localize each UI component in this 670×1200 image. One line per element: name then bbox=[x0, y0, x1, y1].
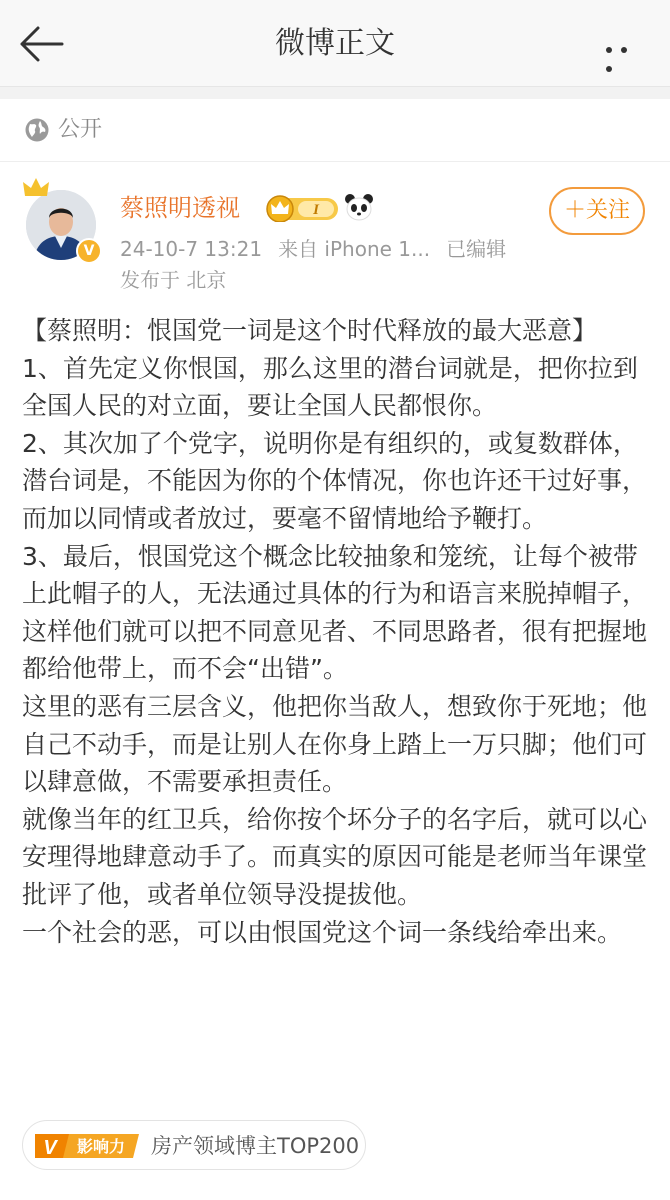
nav-bar bbox=[0, 0, 670, 87]
influence-label: 房产领域博主TOP200 bbox=[151, 1134, 360, 1158]
vip-crown-badge-icon bbox=[266, 194, 340, 222]
post-source: 来自 iPhone 1... bbox=[278, 237, 431, 261]
visibility-row bbox=[0, 99, 670, 162]
post-paragraph: 【蔡照明：恨国党一词是这个时代释放的最大恶意】 bbox=[22, 316, 598, 345]
divider bbox=[0, 87, 670, 99]
crown-icon bbox=[22, 176, 50, 200]
author-name[interactable]: 蔡照明透视 bbox=[120, 194, 240, 222]
post-meta bbox=[120, 234, 506, 264]
influence-badge[interactable] bbox=[22, 1120, 366, 1170]
influence-logo-text: 影响力 bbox=[76, 1137, 126, 1156]
post-body bbox=[22, 312, 652, 951]
more-dots-icon[interactable] bbox=[606, 38, 650, 48]
influence-logo-letter: V bbox=[43, 1137, 57, 1159]
post-paragraph: 一个社会的恶，可以由恨国党这个词一条线给牵出来。 bbox=[22, 917, 623, 947]
post-time: 24-10-7 13:21 bbox=[120, 237, 263, 261]
post-location: 发布于 北京 bbox=[120, 268, 227, 292]
post-paragraph: 2、其次加了个党字，说明你是有组织的，或复数群体，潜台词是，不能因为你的个体情况，你也许还干过好事，而加以同情或者放过，要毫不留情地给予鞭打。 bbox=[22, 428, 648, 533]
panda-icon bbox=[344, 192, 374, 222]
influence-logo-icon bbox=[35, 1131, 143, 1161]
edited-label[interactable]: 已编辑 bbox=[446, 237, 507, 261]
follow-button[interactable]: ＋关注 bbox=[549, 187, 645, 235]
avatar-container[interactable] bbox=[22, 176, 102, 262]
post-paragraph: 就像当年的红卫兵，给你按个坏分子的名字后，就可以心安理得地肆意动手了。而真实的原因可能是老师当年课堂批评了他，或者单位领导没提拔他。 bbox=[22, 804, 648, 909]
globe-icon bbox=[24, 117, 50, 143]
visibility-label: 公开 bbox=[58, 117, 103, 142]
vip-badge-letter: I bbox=[313, 202, 319, 218]
page-title: 微博正文 bbox=[275, 26, 395, 61]
post-paragraph: 这里的恶有三层含义，他把你当敌人，想致你于死地；他自己不动手，而是让别人在你身上踏上一万只脚；他们可以肆意做，不需要承担责任。 bbox=[22, 691, 648, 797]
verified-v-icon: V bbox=[76, 238, 102, 264]
post-paragraph: 3、最后，恨国党这个概念比较抽象和笼统，让每个被带上此帽子的人，无法通过具体的行为和语言来脱掉帽子，这样他们就可以把不同意见者、不同思路者，很有把握地都给他带上，而不会“出错”。 bbox=[22, 541, 648, 684]
post-paragraph: 1、首先定义你恨国，那么这里的潜台词就是，把你拉到全国人民的对立面，要让全国人民都恨你。 bbox=[22, 353, 638, 421]
